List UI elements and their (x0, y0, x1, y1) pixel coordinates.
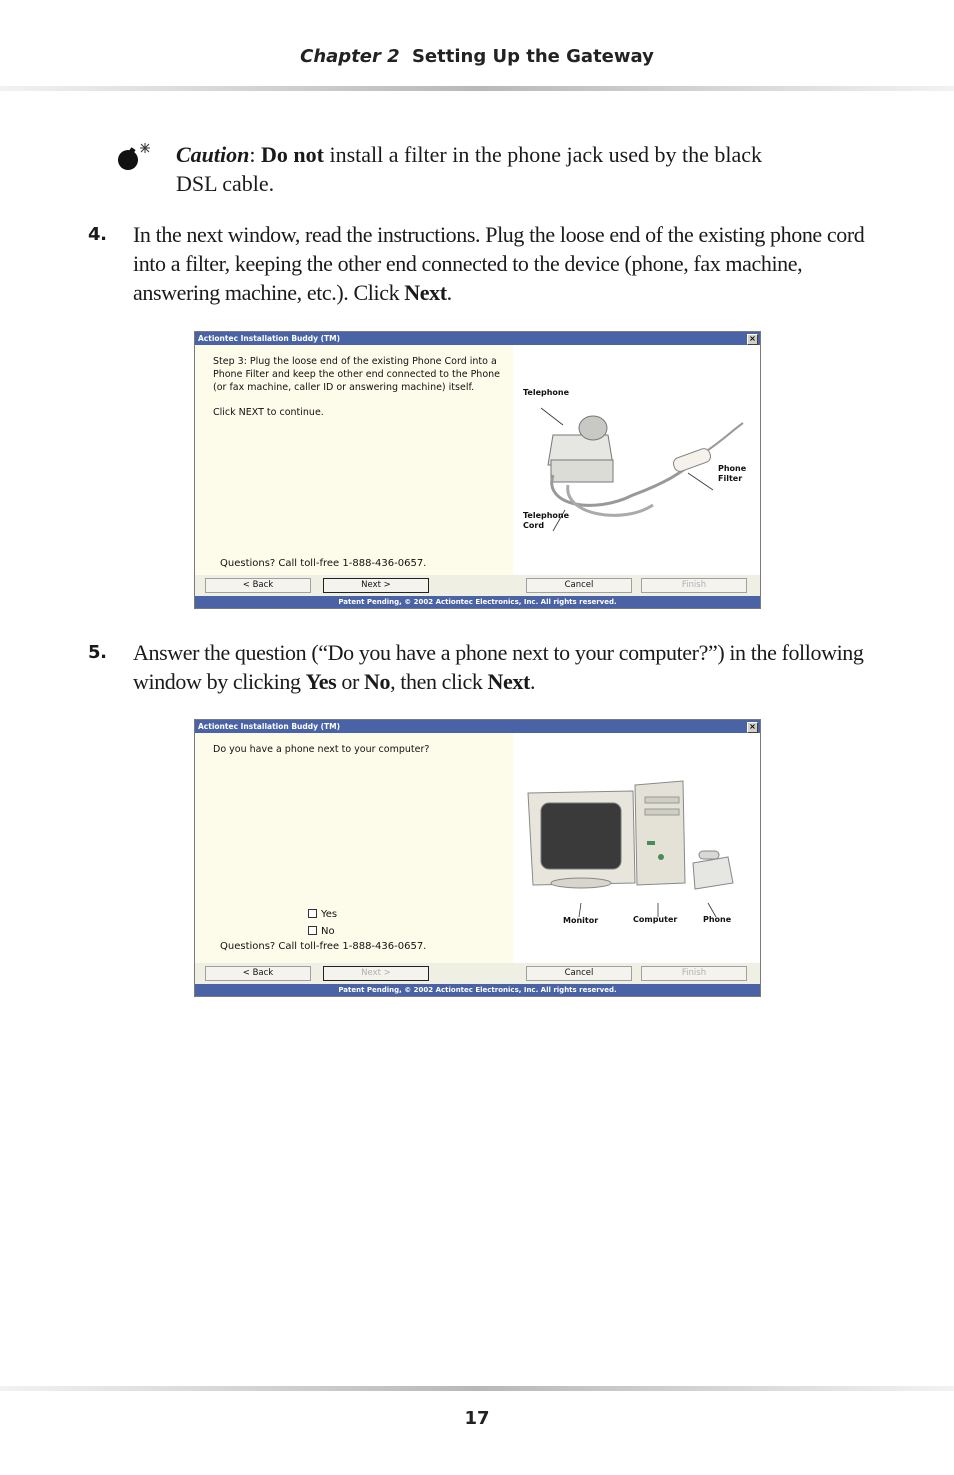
label-telephone: Telephone (523, 388, 570, 397)
running-head (0, 46, 954, 67)
illustration-panel (513, 345, 760, 575)
step-bold-yes: Yes (305, 669, 337, 694)
yes-checkbox[interactable] (308, 909, 317, 918)
no-checkbox[interactable] (308, 926, 317, 935)
back-button[interactable]: < Back (205, 578, 311, 593)
instruction-panel (195, 345, 513, 575)
step-text-or: or (341, 669, 359, 694)
copyright-bar: Patent Pending, © 2002 Actiontec Electronics, Inc. All rights reserved. (195, 984, 760, 996)
step-number: 4. (88, 224, 107, 245)
bomb-icon (116, 142, 152, 172)
illustration-panel (513, 733, 760, 963)
close-icon[interactable]: × (747, 334, 758, 345)
label-computer: Computer (633, 915, 678, 924)
cancel-button[interactable]: Cancel (526, 966, 632, 981)
step-bold-next: Next (487, 669, 530, 694)
step-bold-next: Next (404, 280, 447, 305)
footer-rule (0, 1386, 954, 1391)
support-phone-text: Questions? Call toll-free 1-888-436-0657. (220, 941, 427, 952)
back-button[interactable]: < Back (205, 966, 311, 981)
yes-label: Yes (321, 909, 338, 920)
step-text (133, 220, 868, 307)
label-telephone-cord-1: Telephone (523, 511, 570, 520)
next-button[interactable]: Next > (323, 966, 429, 981)
step-text-main: In the next window, read the instructions. Plug the loose end of the existing phone cord into a filter, keeping the other end connected to the device (phone, fax machine, answering machine, etc.). Click (133, 222, 865, 305)
button-bar (195, 963, 760, 984)
close-icon[interactable]: × (747, 722, 758, 733)
caution-emphasis: Do not (261, 142, 324, 167)
telephone-filter-illustration (513, 345, 760, 575)
step-period: . (446, 280, 452, 305)
button-bar (195, 575, 760, 596)
window-title: Actiontec Installation Buddy (TM) (195, 332, 760, 345)
instruction-continue: Click NEXT to continue. (213, 407, 324, 418)
header-rule (0, 86, 954, 91)
instruction-text: Do you have a phone next to your computer? (213, 744, 430, 755)
label-phone-filter-1: Phone (718, 464, 747, 473)
step-number: 5. (88, 642, 107, 663)
finish-button[interactable]: Finish (641, 966, 747, 981)
caution-body: install a filter in the phone jack used by the black DSL cable. (176, 142, 762, 196)
caution-text (176, 140, 776, 198)
cancel-button[interactable]: Cancel (526, 578, 632, 593)
copyright-bar: Patent Pending, © 2002 Actiontec Electronics, Inc. All rights reserved. (195, 596, 760, 608)
no-label: No (321, 926, 335, 937)
installer-window-step3 (194, 331, 761, 609)
label-phone: Phone (703, 915, 732, 924)
no-option[interactable] (308, 926, 335, 937)
chapter-label: Chapter 2 (300, 46, 400, 67)
label-phone-filter-2: Filter (718, 474, 743, 483)
computer-setup-illustration (513, 733, 760, 963)
support-phone-text: Questions? Call toll-free 1-888-436-0657. (220, 558, 427, 569)
label-telephone-cord-2: Cord (523, 521, 545, 530)
yes-option[interactable] (308, 909, 337, 920)
installer-window-phone-question (194, 719, 761, 997)
caution-colon: : (249, 142, 256, 167)
window-title: Actiontec Installation Buddy (TM) (195, 720, 760, 733)
instruction-panel (195, 733, 513, 963)
step-bold-no: No (364, 669, 391, 694)
instruction-text (213, 355, 505, 431)
next-button[interactable]: Next > (323, 578, 429, 593)
finish-button[interactable]: Finish (641, 578, 747, 593)
step-text-then: , then click (390, 669, 483, 694)
step-text-main: Answer the question (“Do you have a phone next to your computer?”) in the following window by clicking (133, 640, 864, 694)
page-number: 17 (464, 1408, 490, 1429)
caution-label: Caution (176, 142, 250, 167)
chapter-title: Setting Up the Gateway (411, 46, 654, 67)
instruction-step: Step 3: Plug the loose end of the existing Phone Cord into a Phone Filter and keep the other end connected to the Phone (or fax machine, caller ID or answering machine) itself. (213, 356, 501, 393)
step-text (133, 638, 868, 696)
step-period: . (529, 669, 536, 694)
label-monitor: Monitor (563, 916, 599, 925)
